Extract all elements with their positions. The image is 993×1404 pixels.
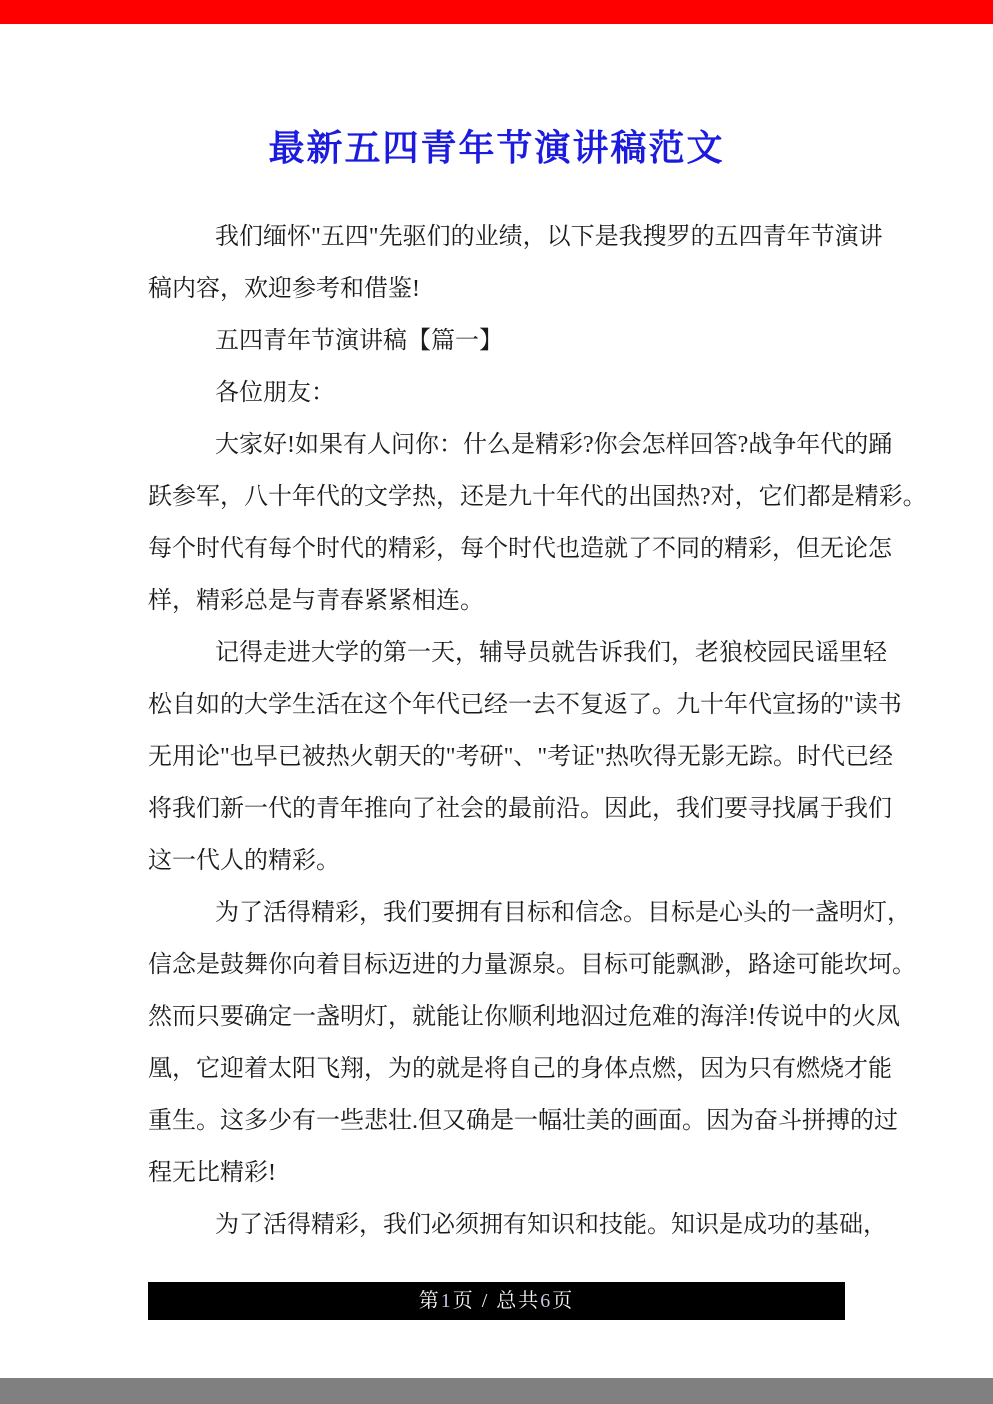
text-line: 无用论"也早已被热火朝天的"考研"、"考证"热吹得无影无踪。时代已经 [148, 744, 893, 770]
paragraph [148, 367, 845, 419]
text-line: 跃参军，八十年代的文学热，还是九十年代的出国热?对，它们都是精彩。 [148, 484, 927, 510]
text-line: 凰，它迎着太阳飞翔，为的就是将自己的身体点燃，因为只有燃烧才能 [148, 1056, 892, 1082]
text-line: 将我们新一代的青年推向了社会的最前沿。因此，我们要寻找属于我们 [148, 796, 892, 822]
text-line: 然而只要确定一盏明灯，就能让你顺利地泅过危难的海洋!传说中的火凤 [148, 1004, 900, 1030]
paragraph [148, 315, 845, 367]
footer-page-indicator [419, 1290, 575, 1312]
document-body [148, 211, 927, 1251]
text-line: 程无比精彩! [148, 1160, 276, 1186]
text-line: 记得走进大学的第一天，辅导员就告诉我们，老狼校园民谣里轻 [215, 640, 887, 666]
text-line: 松自如的大学生活在这个年代已经一去不复返了。九十年代宣扬的"读书 [148, 692, 902, 718]
paragraph [148, 887, 916, 1199]
footer-middle: 页 / 总共 [452, 1290, 541, 1312]
text-line: 五四青年节演讲稿【篇一】 [215, 328, 503, 354]
document-title: 最新五四青年节演讲稿范文 [268, 128, 725, 168]
paragraph [148, 211, 883, 315]
text-line: 我们缅怀"五四"先驱们的业绩，以下是我搜罗的五四青年节演讲 [215, 224, 883, 250]
text-line: 重生。这多少有一些悲壮.但又确是一幅壮美的画面。因为奋斗拼搏的过 [148, 1108, 898, 1134]
text-line: 各位朋友： [215, 380, 335, 406]
text-line: 为了活得精彩，我们必须拥有知识和技能。知识是成功的基础， [215, 1212, 887, 1238]
text-line: 样，精彩总是与青春紧紧相连。 [148, 588, 484, 614]
current-page-number: 1 [440, 1290, 453, 1312]
footer-prefix: 第 [418, 1290, 441, 1312]
text-line: 为了活得精彩，我们要拥有目标和信念。目标是心头的一盏明灯， [215, 900, 911, 926]
text-line: 稿内容，欢迎参考和借鉴! [148, 276, 420, 302]
text-line: 每个时代有每个时代的精彩，每个时代也造就了不同的精彩，但无论怎 [148, 536, 892, 562]
text-line: 这一代人的精彩。 [148, 848, 340, 874]
paragraph [148, 1199, 887, 1251]
bottom-gray-bar [0, 1378, 993, 1404]
paragraph [148, 627, 902, 887]
text-line: 信念是鼓舞你向着目标迈进的力量源泉。目标可能飘渺，路途可能坎坷。 [148, 952, 916, 978]
paragraph [148, 419, 927, 627]
footer-suffix: 页 [552, 1290, 575, 1312]
top-red-bar [0, 0, 993, 24]
text-line: 大家好!如果有人问你：什么是精彩?你会怎样回答?战争年代的踊 [215, 432, 893, 458]
page-footer-bar [148, 1282, 845, 1320]
total-page-count: 6 [540, 1290, 553, 1312]
